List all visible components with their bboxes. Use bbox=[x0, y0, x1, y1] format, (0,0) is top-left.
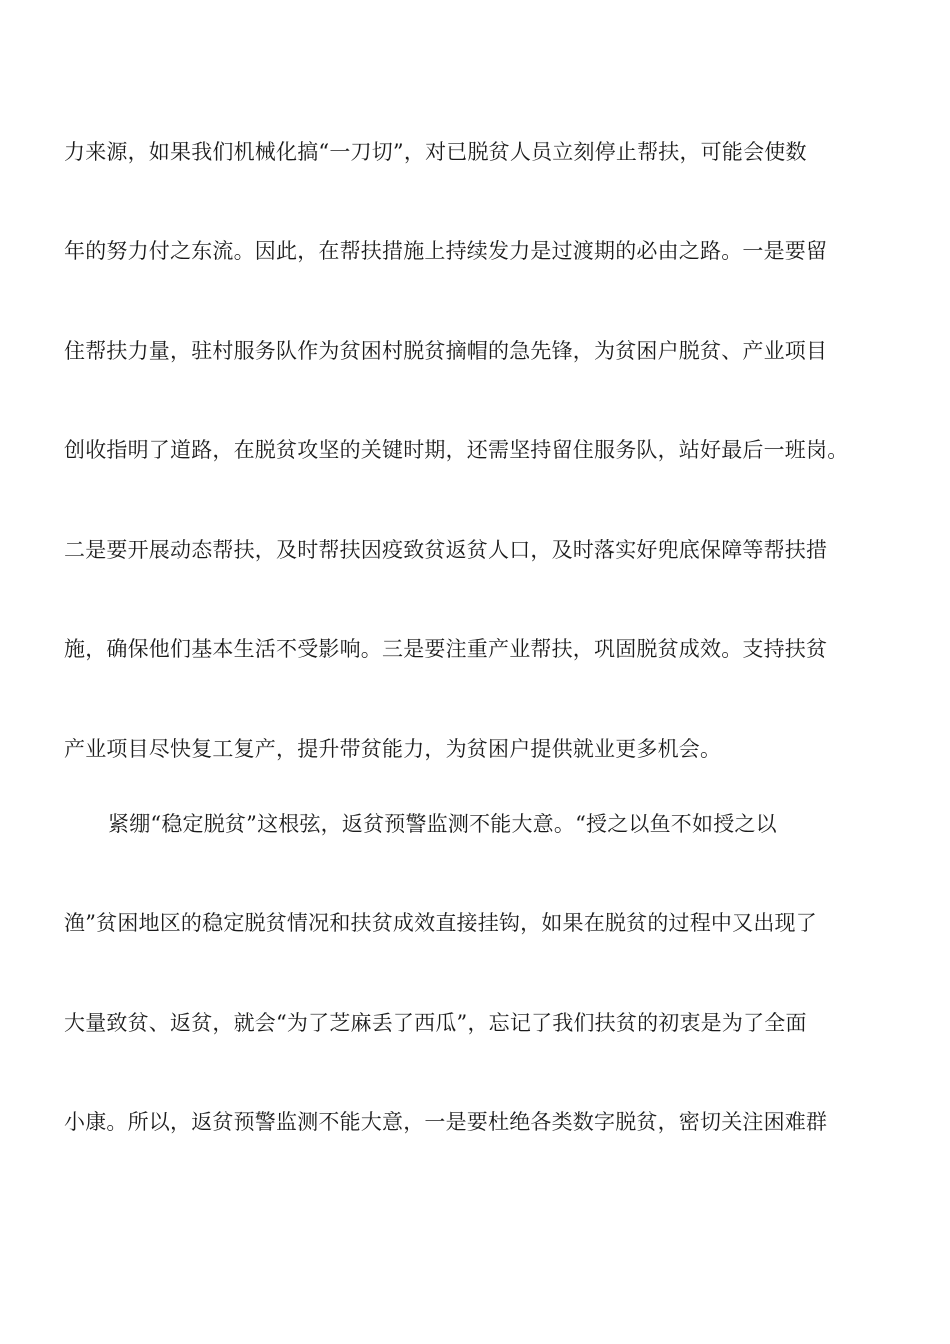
text-line: 产业项目尽快复工复产，提升带贫能力，为贫困户提供就业更多机会。 bbox=[64, 737, 722, 761]
text-line: 施，确保他们基本生活不受影响。三是要注重产业帮扶，巩固脱贫成效。支持扶贫 bbox=[64, 637, 828, 661]
text-line: 大量致贫、返贫，就会“为了芝麻丢了西瓜”，忘记了我们扶贫的初衷是为了全面 bbox=[64, 1011, 807, 1035]
text-line: 年的努力付之东流。因此，在帮扶措施上持续发力是过渡期的必由之路。一是要留 bbox=[64, 239, 828, 263]
text-line: 住帮扶力量，驻村服务队作为贫困村脱贫摘帽的急先锋，为贫困户脱贫、产业项目 bbox=[64, 339, 828, 363]
text-line: 小康。所以，返贫预警监测不能大意，一是要杜绝各类数字脱贫，密切关注困难群 bbox=[64, 1110, 828, 1134]
text-line: 渔”贫困地区的稳定脱贫情况和扶贫成效直接挂钩，如果在脱贫的过程中又出现了 bbox=[64, 911, 817, 935]
text-line: 二是要开展动态帮扶，及时帮扶因疫致贫返贫人口，及时落实好兜底保障等帮扶措 bbox=[64, 538, 828, 562]
paragraph-first-line: 紧绷“稳定脱贫”这根弦，返贫预警监测不能大意。“授之以鱼不如授之以 bbox=[108, 812, 777, 836]
text-line: 创收指明了道路，在脱贫攻坚的关键时期，还需坚持留住服务队，站好最后一班岗。 bbox=[64, 438, 849, 462]
text-line: 力来源，如果我们机械化搞“一刀切”，对已脱贫人员立刻停止帮扶，可能会使数 bbox=[64, 140, 807, 164]
